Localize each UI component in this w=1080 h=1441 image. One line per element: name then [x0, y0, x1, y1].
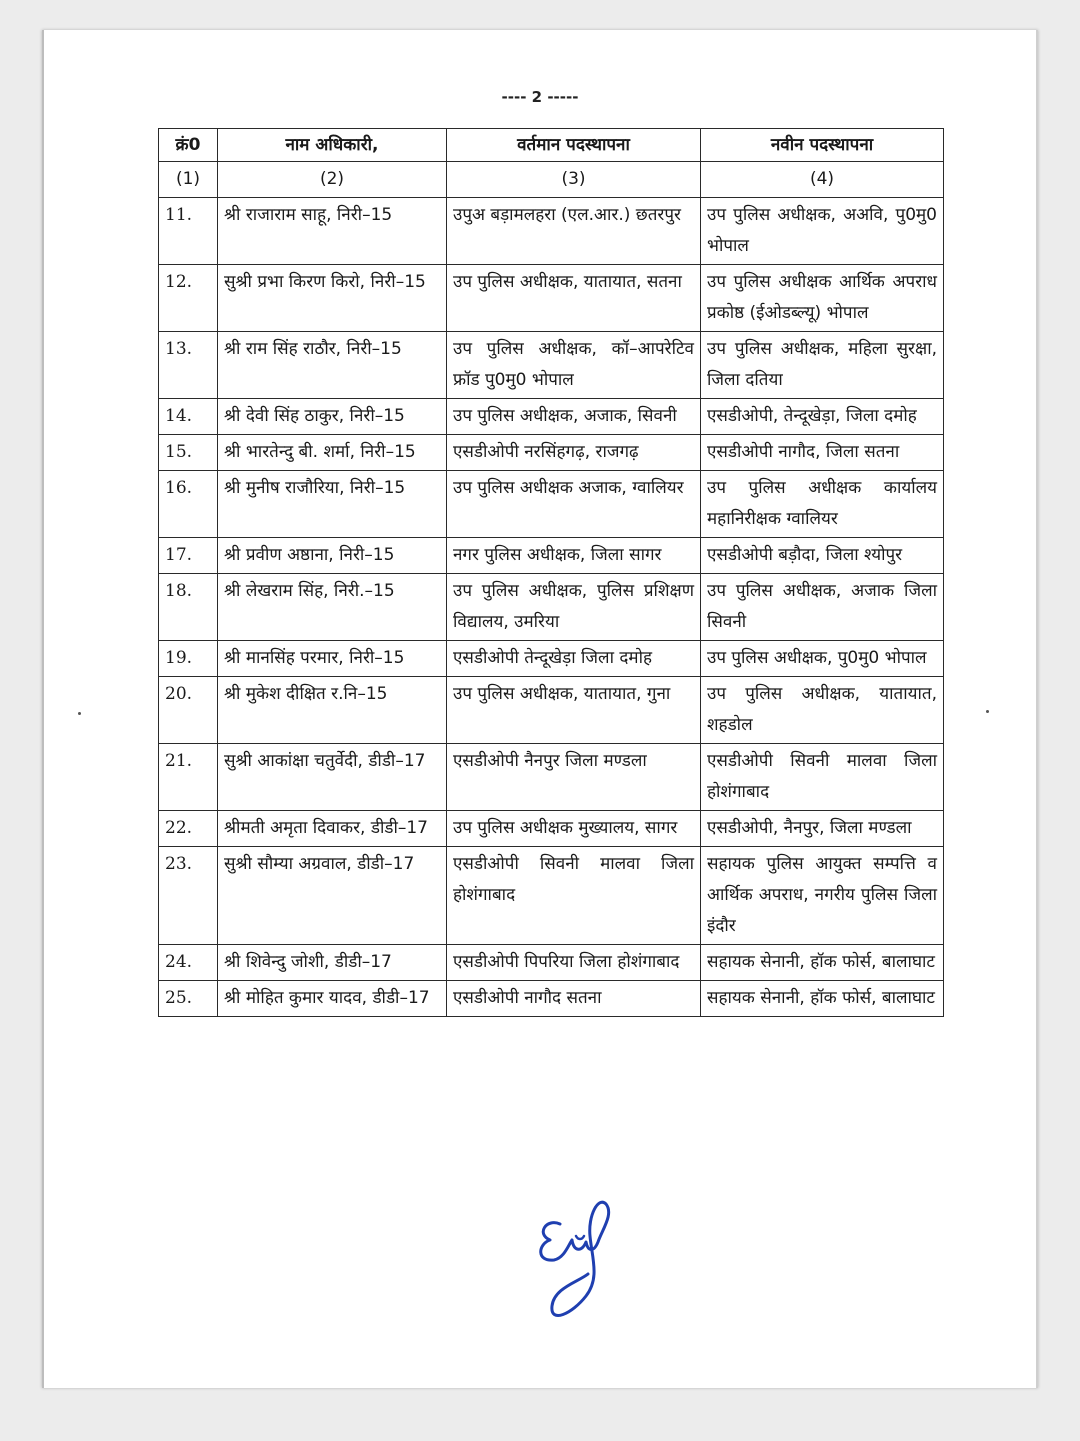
- new-posting-cell: उप पुलिस अधीक्षक, पु0मु0 भोपाल: [701, 641, 944, 677]
- header-new-posting: नवीन पदस्थापना: [701, 129, 944, 162]
- officer-name-cell: श्री प्रवीण अष्ठाना, निरी–15: [218, 538, 447, 574]
- current-posting-cell: उप पुलिस अधीक्षक, कॉ–आपरेटिव फ्रॉड पु0मु0 भोपाल: [447, 332, 701, 399]
- serial-number-cell: 23.: [159, 847, 218, 945]
- serial-number-cell: 15.: [159, 435, 218, 471]
- current-posting-cell: उप पुलिस अधीक्षक, अजाक, सिवनी: [447, 399, 701, 435]
- page-edge-right: [1036, 30, 1038, 1388]
- current-posting-cell: उप पुलिस अधीक्षक, पुलिस प्रशिक्षण विद्यालय, उमरिया: [447, 574, 701, 641]
- officer-name-cell: सुश्री सौम्या अग्रवाल, डीडी–17: [218, 847, 447, 945]
- serial-number-cell: 22.: [159, 811, 218, 847]
- new-posting-cell: उप पुलिस अधीक्षक, अअवि, पु0मु0 भोपाल: [701, 198, 944, 265]
- column-number-row: [159, 162, 944, 198]
- officer-name-cell: श्रीमती अमृता दिवाकर, डीडी–17: [218, 811, 447, 847]
- officer-name-cell: श्री लेखराम सिंह, निरी.–15: [218, 574, 447, 641]
- table-row: [159, 847, 944, 945]
- table-row: [159, 744, 944, 811]
- new-posting-cell: सहायक सेनानी, हॉक फोर्स, बालाघाट: [701, 945, 944, 981]
- officer-name-cell: श्री मुकेश दीक्षित र.नि–15: [218, 677, 447, 744]
- header-row: [159, 129, 944, 162]
- table-row: [159, 945, 944, 981]
- new-posting-cell: सहायक पुलिस आयुक्त सम्पत्ति व आर्थिक अपराध, नगरीय पुलिस जिला इंदौर: [701, 847, 944, 945]
- current-posting-cell: एसडीओपी पिपरिया जिला होशंगाबाद: [447, 945, 701, 981]
- header-serial: क्रं0: [159, 129, 218, 162]
- transfer-table: [158, 128, 944, 1017]
- table-row: [159, 265, 944, 332]
- column-number: (2): [218, 162, 447, 198]
- serial-number-cell: 12.: [159, 265, 218, 332]
- serial-number-cell: 20.: [159, 677, 218, 744]
- new-posting-cell: उप पुलिस अधीक्षक कार्यालय महानिरीक्षक ग्वालियर: [701, 471, 944, 538]
- current-posting-cell: उप पुलिस अधीक्षक, यातायात, गुना: [447, 677, 701, 744]
- new-posting-cell: एसडीओपी, तेन्दूखेड़ा, जिला दमोह: [701, 399, 944, 435]
- column-number: (4): [701, 162, 944, 198]
- table-row: [159, 811, 944, 847]
- officer-name-cell: सुश्री आकांक्षा चतुर्वेदी, डीडी–17: [218, 744, 447, 811]
- new-posting-cell: उप पुलिस अधीक्षक आर्थिक अपराध प्रकोष्ठ (ईओडब्ल्यू) भोपाल: [701, 265, 944, 332]
- new-posting-cell: एसडीओपी सिवनी मालवा जिला होशंगाबाद: [701, 744, 944, 811]
- table-row: [159, 198, 944, 265]
- officer-name-cell: श्री देवी सिंह ठाकुर, निरी–15: [218, 399, 447, 435]
- officer-name-cell: श्री राम सिंह राठौर, निरी–15: [218, 332, 447, 399]
- current-posting-cell: एसडीओपी नैनपुर जिला मण्डला: [447, 744, 701, 811]
- new-posting-cell: एसडीओपी नागौद, जिला सतना: [701, 435, 944, 471]
- serial-number-cell: 11.: [159, 198, 218, 265]
- table-row: [159, 641, 944, 677]
- current-posting-cell: एसडीओपी तेन्दूखेड़ा जिला दमोह: [447, 641, 701, 677]
- page-edge-left: [42, 30, 44, 1388]
- officer-name-cell: श्री शिवेन्दु जोशी, डीडी–17: [218, 945, 447, 981]
- table-row: [159, 574, 944, 641]
- table-row: [159, 332, 944, 399]
- table-row: [159, 399, 944, 435]
- officer-name-cell: श्री मोहित कुमार यादव, डीडी–17: [218, 981, 447, 1017]
- serial-number-cell: 19.: [159, 641, 218, 677]
- page-number: ---- 2 -----: [501, 88, 579, 106]
- column-number: (1): [159, 162, 218, 198]
- officer-name-cell: श्री भारतेन्दु बी. शर्मा, निरी–15: [218, 435, 447, 471]
- new-posting-cell: उप पुलिस अधीक्षक, महिला सुरक्षा, जिला दतिया: [701, 332, 944, 399]
- current-posting-cell: उप पुलिस अधीक्षक, यातायात, सतना: [447, 265, 701, 332]
- serial-number-cell: 14.: [159, 399, 218, 435]
- serial-number-cell: 18.: [159, 574, 218, 641]
- current-posting-cell: एसडीओपी सिवनी मालवा जिला होशंगाबाद: [447, 847, 701, 945]
- current-posting-cell: उपुअ बड़ामलहरा (एल.आर.) छतरपुर: [447, 198, 701, 265]
- current-posting-cell: उप पुलिस अधीक्षक अजाक, ग्वालियर: [447, 471, 701, 538]
- officer-name-cell: सुश्री प्रभा किरण किरो, निरी–15: [218, 265, 447, 332]
- current-posting-cell: नगर पुलिस अधीक्षक, जिला सागर: [447, 538, 701, 574]
- new-posting-cell: उप पुलिस अधीक्षक, यातायात, शहडोल: [701, 677, 944, 744]
- officer-name-cell: श्री मुनीष राजौरिया, निरी–15: [218, 471, 447, 538]
- handwritten-signature: [528, 1196, 628, 1336]
- serial-number-cell: 24.: [159, 945, 218, 981]
- column-number: (3): [447, 162, 701, 198]
- header-current-posting: वर्तमान पदस्थापना: [447, 129, 701, 162]
- officer-name-cell: श्री मानसिंह परमार, निरी–15: [218, 641, 447, 677]
- table-row: [159, 471, 944, 538]
- serial-number-cell: 25.: [159, 981, 218, 1017]
- serial-number-cell: 13.: [159, 332, 218, 399]
- new-posting-cell: उप पुलिस अधीक्षक, अजाक जिला सिवनी: [701, 574, 944, 641]
- serial-number-cell: 16.: [159, 471, 218, 538]
- serial-number-cell: 21.: [159, 744, 218, 811]
- table-row: [159, 538, 944, 574]
- table-row: [159, 435, 944, 471]
- scan-speck: [986, 710, 989, 713]
- officer-name-cell: श्री राजाराम साहू, निरी–15: [218, 198, 447, 265]
- scan-speck: [78, 712, 81, 715]
- serial-number-cell: 17.: [159, 538, 218, 574]
- header-officer-name: नाम अधिकारी,: [218, 129, 447, 162]
- current-posting-cell: उप पुलिस अधीक्षक मुख्यालय, सागर: [447, 811, 701, 847]
- new-posting-cell: एसडीओपी, नैनपुर, जिला मण्डला: [701, 811, 944, 847]
- current-posting-cell: एसडीओपी नरसिंहगढ़, राजगढ़: [447, 435, 701, 471]
- new-posting-cell: एसडीओपी बड़ौदा, जिला श्योपुर: [701, 538, 944, 574]
- current-posting-cell: एसडीओपी नागौद सतना: [447, 981, 701, 1017]
- table-row: [159, 981, 944, 1017]
- table-body: [159, 198, 944, 1017]
- new-posting-cell: सहायक सेनानी, हॉक फोर्स, बालाघाट: [701, 981, 944, 1017]
- table-row: [159, 677, 944, 744]
